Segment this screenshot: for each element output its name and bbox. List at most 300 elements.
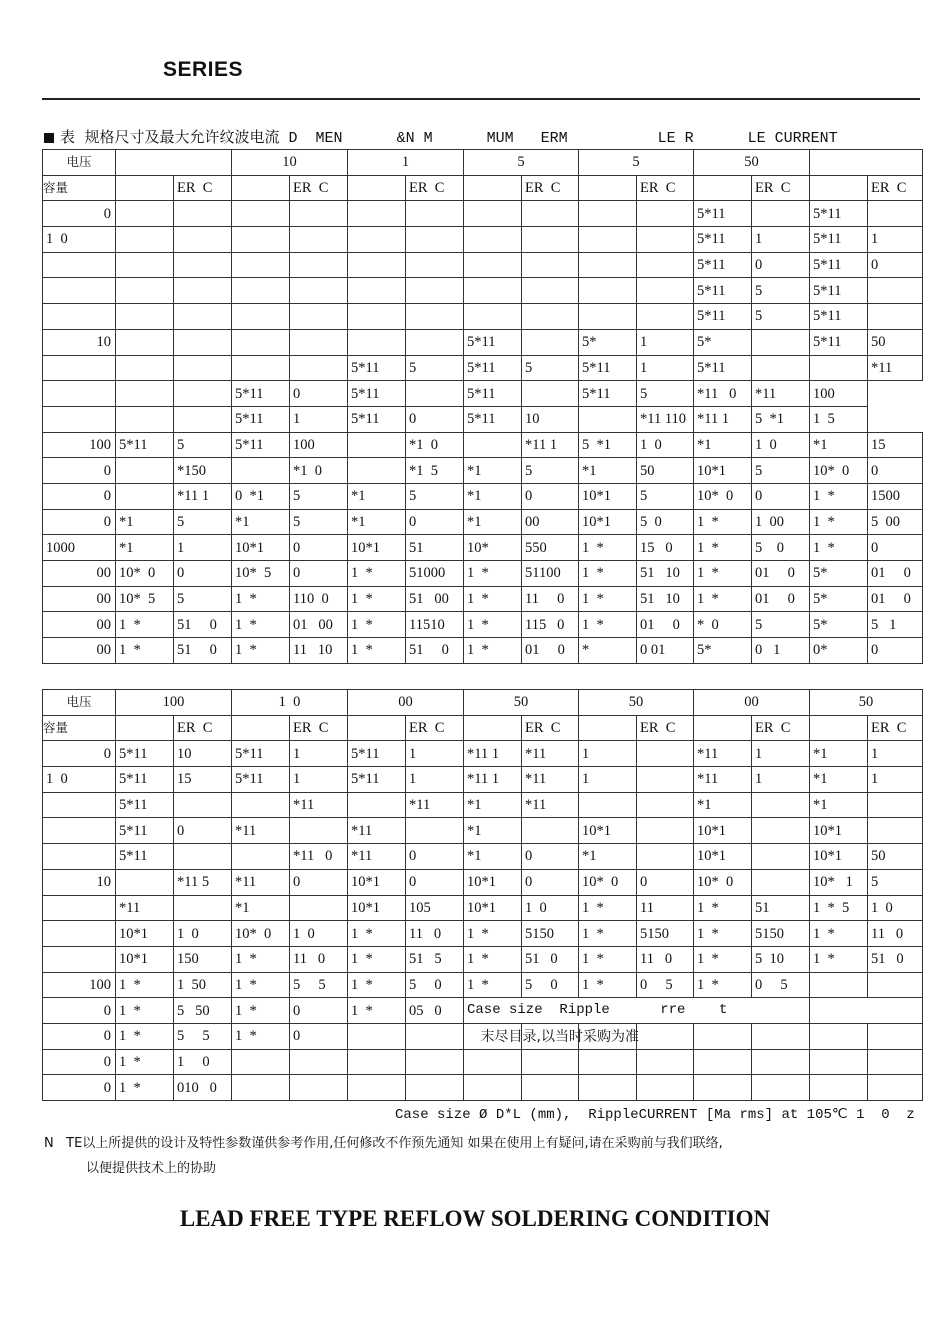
table-cell: 01 0 [522,638,579,664]
table-cell: 5*11 [694,355,752,381]
table-cell: 1 [174,535,232,561]
table-cell [522,818,579,844]
table-cell: 1 * [464,972,522,998]
table-cell: 1 * [464,921,522,947]
table-cell: 0 [174,561,232,587]
table-cell: 5 [174,509,232,535]
voltage-header: 100 [116,690,232,716]
table-cell: 0 5 [752,972,810,998]
ripple-subheader: ER C [752,715,810,741]
table-row [43,355,923,381]
table-cell: 5 [522,458,579,484]
table-row [43,792,923,818]
table-cell: 5 0 [752,535,810,561]
table-cell [232,792,290,818]
table-cell: 1 * [464,586,522,612]
table-cell: 01 0 [637,612,694,638]
table-cell [174,227,232,253]
table-cell: 5*11 [232,432,290,458]
table-row [43,252,923,278]
table-cell [290,304,348,330]
table-cell [868,304,923,330]
table-cell: *11 1 [522,432,579,458]
table-cell [348,1023,406,1049]
table-cell: 10*1 [464,895,522,921]
table-cell: 1 [579,741,637,767]
table-cell: 10* 0 [116,561,174,587]
table-cell: 51 [752,895,810,921]
table-cell [464,201,522,227]
table-cell: 51 00 [406,586,464,612]
table-cell: 51100 [522,561,579,587]
table-cell [464,1075,522,1101]
table-row [43,329,923,355]
table-cell: 11 10 [290,638,348,664]
table-row [43,381,923,407]
table-cell: 1 * [694,895,752,921]
table-cell: 1 * [694,535,752,561]
table-cell [116,278,174,304]
table-cell: 1 * [348,998,406,1024]
table-cell: 5 [752,458,810,484]
table-cell: 0 5 [637,972,694,998]
table-cell: 5 [406,483,464,509]
table-cell: 1 [290,741,348,767]
table-cell [174,201,232,227]
table-cell: 1 [637,329,694,355]
caption-cn: 表 规格尺寸及最大允许纹波电流 [60,128,280,146]
table-cell: 1 * [348,946,406,972]
table-cell: 1 * [810,921,868,947]
table-cell [522,227,579,253]
table-cell: 1 0 [637,432,694,458]
table-cell: 5* [810,612,868,638]
table-cell: 0 [174,818,232,844]
table-cell [579,406,637,432]
table-cell: *11 [116,895,174,921]
table-cell: 1 * [810,483,868,509]
table-cell [290,895,348,921]
table-cell: 5 00 [868,509,923,535]
table-cell [868,818,923,844]
table-cell: *11 1 [464,741,522,767]
voltage-label: 电压 [43,150,116,176]
table-row [43,638,923,664]
table-cell: 5 0 [522,972,579,998]
table-cell [232,355,290,381]
table-cell: 10*1 [810,844,868,870]
table-cell: *1 [579,844,637,870]
table-cell: 1 * [810,509,868,535]
table-cell [579,227,637,253]
table-cell [290,355,348,381]
table-cell: 1 * [348,972,406,998]
table-cell [290,329,348,355]
table-cell: 0 [868,252,923,278]
table-cell: *1 [694,432,752,458]
table-cell: * 0 [694,612,752,638]
ripple-subheader [579,175,637,201]
table-row [43,586,923,612]
table-cell: *1 [348,483,406,509]
table-cell: 1 * [579,895,637,921]
table-cell [752,869,810,895]
table-cell [116,329,174,355]
table-cell: *1 0 [406,432,464,458]
table-cell: *1 [464,458,522,484]
table-cell: 1 * [116,1049,174,1075]
table-cell: 0 [868,535,923,561]
table-row [43,227,923,253]
capacity-cell: 00 [43,612,116,638]
capacity-cell: 100 [43,432,116,458]
capacity-cell [43,818,116,844]
voltage-header: 00 [694,690,810,716]
table-cell: *11 [694,741,752,767]
table-cell [579,252,637,278]
table-cell: 5*11 [464,329,522,355]
table-cell [232,227,290,253]
note-line-2: 以便提供技术上的协助 [86,1161,217,1176]
table-cell: 10*1 [348,895,406,921]
table-cell [752,844,810,870]
table-cell: 10*1 [694,458,752,484]
table-cell: 5*11 [579,381,637,407]
subheader-row [43,175,923,201]
table-cell [752,329,810,355]
table-cell [810,998,923,1024]
capacity-cell: 100 [43,972,116,998]
reflow-section-title: LEAD FREE TYPE REFLOW SOLDERING CONDITION [179,1206,771,1231]
table-cell: 5*11 [694,227,752,253]
table-cell [868,278,923,304]
table-cell: 1 * [464,638,522,664]
table-cell: 0 [290,535,348,561]
table-cell: 5 10 [752,946,810,972]
table-cell: *1 [810,432,868,458]
table-cell: 10* 1 [810,869,868,895]
table-cell: 1 * [694,921,752,947]
table-cell [232,844,290,870]
table-cell: 10* 0 [579,869,637,895]
table-cell: 1 0 [174,1049,232,1075]
capacity-cell [43,844,116,870]
table-cell: 5*11 [232,381,290,407]
table-cell: 5 [174,586,232,612]
table-cell [232,329,290,355]
table-cell: *11 0 [290,844,348,870]
table-cell [810,1049,868,1075]
table-cell [694,1049,752,1075]
table-cell [522,201,579,227]
table-cell [579,1075,637,1101]
table-cell: 1 * [348,612,406,638]
table-cell [406,278,464,304]
table-cell: 1 [752,741,810,767]
table-cell: 5*11 [694,252,752,278]
ripple-subheader: ER C [637,175,694,201]
table-cell: 1 * [116,612,174,638]
capacity-cell: 1 0 [43,767,116,793]
table-cell: 1 * [348,921,406,947]
table-cell: 1 * [579,612,637,638]
table-cell: 1 * [116,638,174,664]
table-cell [174,304,232,330]
table-cell [406,252,464,278]
table-cell: *1 [579,458,637,484]
table-cell: *1 [464,818,522,844]
table-cell: 150 [174,946,232,972]
table-cell: 5150 [637,921,694,947]
catalog-note-cn: 末尽目录,以当时采购为准 [480,1029,639,1046]
table-cell: 1 * [232,972,290,998]
table-cell: 1 [868,227,923,253]
table-cell: *11 0 [694,381,752,407]
capacity-cell: 10 [43,329,116,355]
ripple-subheader: ER C [522,715,579,741]
table-cell: 100 [290,432,348,458]
ripple-subheader [694,715,752,741]
table-cell [174,406,232,432]
table-cell: *11 [348,844,406,870]
table-cell [522,278,579,304]
ripple-subheader: ER C [637,715,694,741]
table-cell: 1 [868,741,923,767]
table-cell: 0 [290,561,348,587]
table-cell: 0 [406,509,464,535]
table-cell: 0 01 [637,638,694,664]
table-cell: 1 * [579,586,637,612]
spec-table-1 [42,149,923,664]
table-cell [406,304,464,330]
table-cell [348,458,406,484]
table-cell: *1 [116,509,174,535]
ripple-subheader [464,715,522,741]
table-cell: 01 0 [868,561,923,587]
table-cell [348,1049,406,1075]
table-cell: 50 [868,329,923,355]
table-cell [464,227,522,253]
table-cell: 5*11 [232,406,290,432]
ripple-note-cell [464,998,810,1024]
series-title: SERIES [163,58,244,81]
table-cell [232,304,290,330]
table-cell [810,1075,868,1101]
table-cell: 1 * [694,586,752,612]
table-cell [637,304,694,330]
ripple-subheader [810,175,868,201]
table-row [43,1075,923,1101]
table-cell [232,252,290,278]
capacity-cell: 10 [43,869,116,895]
table-row [43,921,923,947]
table-cell: 01 0 [868,586,923,612]
table-cell [752,355,810,381]
table-cell [406,201,464,227]
table-cell: 1 * [464,612,522,638]
table-cell [116,406,174,432]
table-cell: 1 0 [290,921,348,947]
table-cell: 115 0 [522,612,579,638]
table-cell: *11 [290,792,348,818]
table-cell: 5*11 [694,304,752,330]
table-cell: 5 5 [290,972,348,998]
table-cell: 5*11 [116,844,174,870]
table-cell: *11 110 [637,406,694,432]
table-cell: *11 [752,381,810,407]
capacity-cell: 0 [43,509,116,535]
table-cell: *1 [810,792,868,818]
table-cell: 5*11 [810,304,868,330]
table-cell: 1 * [464,561,522,587]
table-cell: 5*11 [116,792,174,818]
table-cell [637,201,694,227]
table-cell [406,1075,464,1101]
table-cell: 51 0 [522,946,579,972]
table-cell: 5* [694,329,752,355]
voltage-header: 5 [464,150,579,176]
table-cell: 1 * [579,561,637,587]
table-cell [232,1075,290,1101]
table-cell: 5*11 [810,278,868,304]
table-cell [522,252,579,278]
table-cell: 5*11 [810,201,868,227]
ripple-subheader: ER C [406,175,464,201]
table-cell: 51 10 [637,586,694,612]
table-cell: 5*11 [810,227,868,253]
table-row [43,869,923,895]
table-cell: 5 [174,432,232,458]
capacity-cell: 0 [43,998,116,1024]
table-cell [174,381,232,407]
table-cell: 0 *1 [232,483,290,509]
table-cell: 10*1 [694,818,752,844]
table-cell: 5* [810,561,868,587]
table-cell: *11 1 [694,406,752,432]
table-cell: 1 0 [174,921,232,947]
table-cell: 5 [752,612,810,638]
table-cell: 550 [522,535,579,561]
voltage-header: 50 [694,150,810,176]
capacity-cell: 1 0 [43,227,116,253]
ripple-subheader: ER C [406,715,464,741]
table-cell: 1 * [116,1023,174,1049]
table-cell: 51 0 [174,638,232,664]
table-cell: *11 [232,869,290,895]
voltage-header [810,150,923,176]
table-cell: 5*11 [694,278,752,304]
table-cell: 1 [290,406,348,432]
table-cell [637,227,694,253]
table-row [43,304,923,330]
table-cell: 1 * [694,946,752,972]
table-cell: 10*1 [116,921,174,947]
table-cell: 1 * [348,638,406,664]
table-cell: 10*1 [579,483,637,509]
capacity-cell [43,792,116,818]
table-cell: 5 [868,869,923,895]
capacity-cell [43,355,116,381]
table-row [43,1023,923,1049]
table-cell: *1 [232,509,290,535]
table-cell: *11 [348,818,406,844]
table-cell [348,304,406,330]
table-cell [174,329,232,355]
table-cell: 1 * [348,561,406,587]
table-cell: 0 [522,483,579,509]
voltage-header: 5 [579,150,694,176]
table-cell: 5 [752,304,810,330]
voltage-header: 10 [232,150,348,176]
table-row [43,895,923,921]
table-row [43,483,923,509]
table-cell [752,1075,810,1101]
ripple-subheader: ER C [522,175,579,201]
table-cell [116,355,174,381]
header-rule [42,98,920,100]
voltage-header-row [43,690,923,716]
table-cell [116,252,174,278]
table-cell [522,1075,579,1101]
table-cell [348,252,406,278]
ripple-subheader: ER C [174,715,232,741]
table-cell: 5*11 [232,741,290,767]
table-cell: 11 0 [406,921,464,947]
table-caption [44,126,838,147]
table-cell: *150 [174,458,232,484]
table-cell: 1 [290,767,348,793]
table-cell [290,278,348,304]
ripple-subheader [232,175,290,201]
capacity-cell: 0 [43,1023,116,1049]
table-cell: 1 * [464,946,522,972]
table-cell [116,458,174,484]
table-cell [406,381,464,407]
capacity-cell: 0 [43,1049,116,1075]
table-cell: 1 0 [752,432,810,458]
capacity-cell [43,304,116,330]
table-cell: 10* 5 [116,586,174,612]
table-cell: 5*11 [810,329,868,355]
table-cell [637,1075,694,1101]
capacity-cell: 00 [43,561,116,587]
table-cell: 5 0 [637,509,694,535]
table-cell: 1 * [810,535,868,561]
table-cell [464,432,522,458]
table-cell [637,792,694,818]
table-cell: 10*1 [694,844,752,870]
table-cell: *11 [694,767,752,793]
table-cell: 5*11 [464,381,522,407]
table-cell: 0 [290,1023,348,1049]
table-cell: *1 [464,509,522,535]
table-cell: 1 * 5 [810,895,868,921]
table-cell: 10* [464,535,522,561]
table-row [43,741,923,767]
table-cell [752,201,810,227]
table-cell [522,304,579,330]
ripple-subheader [232,715,290,741]
table-cell: 11 0 [637,946,694,972]
table-cell: 10 [522,406,579,432]
capacity-cell [43,381,116,407]
table-cell: *11 [522,767,579,793]
ripple-subheader [810,715,868,741]
square-bullet-icon [44,133,54,143]
table-cell: 51000 [406,561,464,587]
table-cell [637,1023,694,1049]
table-row [43,844,923,870]
